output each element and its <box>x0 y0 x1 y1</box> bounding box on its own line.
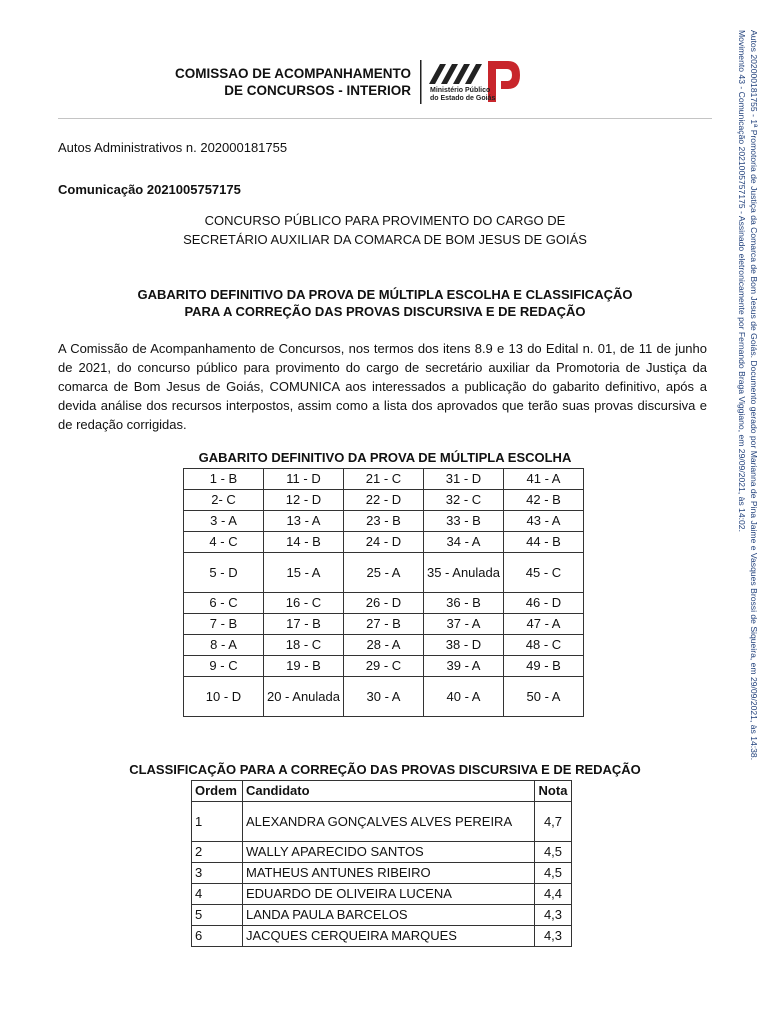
answer-key-cell: 2- C <box>184 490 264 511</box>
answer-key-cell: 24 - D <box>344 532 424 553</box>
answer-key-cell: 27 - B <box>344 614 424 635</box>
classification-candidato: LANDA PAULA BARCELOS <box>243 905 535 926</box>
classification-candidato: WALLY APARECIDO SANTOS <box>243 842 535 863</box>
answer-key-row <box>184 490 584 511</box>
classification-candidato: EDUARDO DE OLIVEIRA LUCENA <box>243 884 535 905</box>
classification-header-row <box>192 781 572 802</box>
answer-key-row <box>184 532 584 553</box>
answer-key-cell: 38 - D <box>424 635 504 656</box>
answer-key-row <box>184 677 584 717</box>
logo-caption-line2: do Estado de Goiás <box>430 94 496 102</box>
classification-nota: 4,3 <box>535 905 572 926</box>
logo-caption <box>430 87 495 102</box>
answer-key-cell: 20 - Anulada <box>264 677 344 717</box>
side-note-line1: Autos 202000181755 - 1ª Promotoria de Justiça da Comarca de Bom Jesus de Goiás. Documento gerado por Marianna de Pina Jaime e Vasques Brossi de Siqueira, em 29/09/2021, às 14:38. <box>749 30 759 761</box>
answer-key-cell: 45 - C <box>504 553 584 593</box>
classification-ordem: 4 <box>192 884 243 905</box>
commission-title <box>100 66 411 99</box>
concurso-heading <box>100 211 670 249</box>
concurso-line2: SECRETÁRIO AUXILIAR DA COMARCA DE BOM JESUS DE GOIÁS <box>183 232 587 247</box>
header-nota: Nota <box>535 781 572 802</box>
classification-nota: 4,5 <box>535 842 572 863</box>
answer-key-row <box>184 614 584 635</box>
answer-key-cell: 11 - D <box>264 469 344 490</box>
answer-key-table <box>183 468 584 717</box>
answer-key-cell: 9 - C <box>184 656 264 677</box>
classification-nota: 4,5 <box>535 863 572 884</box>
answer-key-row <box>184 593 584 614</box>
classification-ordem: 1 <box>192 802 243 842</box>
answer-key-row <box>184 656 584 677</box>
answer-key-cell: 50 - A <box>504 677 584 717</box>
answer-key-cell: 40 - A <box>424 677 504 717</box>
answer-key-cell: 35 - Anulada <box>424 553 504 593</box>
classification-nota: 4,3 <box>535 926 572 947</box>
classification-nota: 4,7 <box>535 802 572 842</box>
classification-ordem: 3 <box>192 863 243 884</box>
classification-ordem: 5 <box>192 905 243 926</box>
comunicacao-number: Comunicação 2021005757175 <box>58 182 241 197</box>
classification-candidato: JACQUES CERQUEIRA MARQUES <box>243 926 535 947</box>
answer-key-cell: 30 - A <box>344 677 424 717</box>
classification-nota: 4,4 <box>535 884 572 905</box>
concurso-line1: CONCURSO PÚBLICO PARA PROVIMENTO DO CARGO DE <box>204 213 566 228</box>
answer-key-cell: 17 - B <box>264 614 344 635</box>
logo-caption-line1: Ministério Público <box>430 87 491 94</box>
answer-key-cell: 1 - B <box>184 469 264 490</box>
side-signature-note <box>736 30 760 760</box>
answer-key-cell: 22 - D <box>344 490 424 511</box>
answer-key-cell: 19 - B <box>264 656 344 677</box>
classification-row <box>192 863 572 884</box>
answer-key-cell: 32 - C <box>424 490 504 511</box>
answer-key-row <box>184 469 584 490</box>
classification-row <box>192 905 572 926</box>
answer-key-cell: 18 - C <box>264 635 344 656</box>
answer-key-cell: 44 - B <box>504 532 584 553</box>
answer-key-cell: 7 - B <box>184 614 264 635</box>
answer-key-cell: 33 - B <box>424 511 504 532</box>
answer-key-row <box>184 635 584 656</box>
autos-number: Autos Administrativos n. 202000181755 <box>58 140 288 155</box>
classification-ordem: 6 <box>192 926 243 947</box>
answer-key-cell: 10 - D <box>184 677 264 717</box>
body-paragraph: A Comissão de Acompanhamento de Concursos, nos termos dos itens 8.9 e 13 do Edital n. 01, de 11 de junho de 2021, do concurso público para provimento do cargo de secretário auxiliar da Promotoria de Justiça da comarca de Bom Jesus de Goiás, COMUNICA aos interessados a publicação do gabarito definitivo, após a devida análise dos recursos interpostos, assim como a lista dos aprovados que terão suas provas discursiva e de redação corrigidas. <box>58 341 707 432</box>
answer-key-cell: 13 - A <box>264 511 344 532</box>
answer-key-cell: 41 - A <box>504 469 584 490</box>
answer-key-cell: 31 - D <box>424 469 504 490</box>
classification-candidato: MATHEUS ANTUNES RIBEIRO <box>243 863 535 884</box>
classification-title: CLASSIFICAÇÃO PARA A CORREÇÃO DAS PROVAS DISCURSIVA E DE REDAÇÃO <box>129 762 641 777</box>
answer-key-cell: 12 - D <box>264 490 344 511</box>
answer-key-cell: 29 - C <box>344 656 424 677</box>
classification-row <box>192 802 572 842</box>
answer-key-cell: 34 - A <box>424 532 504 553</box>
answer-key-cell: 4 - C <box>184 532 264 553</box>
answer-key-cell: 48 - C <box>504 635 584 656</box>
answer-key-cell: 23 - B <box>344 511 424 532</box>
gabarito-heading <box>70 286 700 320</box>
side-note-line2: Movimento 43 - Comunicação 2021005757175 - Assinado eletronicamente por Fernando Braga Viggiano, em 29/09/2021, às 14:02. <box>737 30 747 532</box>
answer-key-cell: 6 - C <box>184 593 264 614</box>
answer-key-cell: 8 - A <box>184 635 264 656</box>
gabarito-heading-line2: PARA A CORREÇÃO DAS PROVAS DISCURSIVA E DE REDAÇÃO <box>184 304 586 319</box>
gabarito-heading-line1: GABARITO DEFINITIVO DA PROVA DE MÚLTIPLA ESCOLHA E CLASSIFICAÇÃO <box>137 287 633 302</box>
answer-key-cell: 39 - A <box>424 656 504 677</box>
answer-key-title: GABARITO DEFINITIVO DA PROVA DE MÚLTIPLA ESCOLHA <box>198 450 572 465</box>
answer-key-row <box>184 553 584 593</box>
answer-key-cell: 43 - A <box>504 511 584 532</box>
answer-key-cell: 16 - C <box>264 593 344 614</box>
answer-key-cell: 14 - B <box>264 532 344 553</box>
commission-title-line2: DE CONCURSOS - INTERIOR <box>224 82 411 98</box>
classification-row <box>192 926 572 947</box>
header-divider <box>58 118 712 119</box>
answer-key-cell: 21 - C <box>344 469 424 490</box>
answer-key-cell: 26 - D <box>344 593 424 614</box>
header-candidato: Candidato <box>243 781 535 802</box>
answer-key-row <box>184 511 584 532</box>
answer-key-cell: 42 - B <box>504 490 584 511</box>
header-ordem: Ordem <box>192 781 243 802</box>
commission-title-line1: COMISSAO DE ACOMPANHAMENTO <box>174 66 411 81</box>
answer-key-cell: 46 - D <box>504 593 584 614</box>
classification-table <box>191 780 572 947</box>
classification-row <box>192 842 572 863</box>
classification-row <box>192 884 572 905</box>
answer-key-cell: 28 - A <box>344 635 424 656</box>
answer-key-cell: 3 - A <box>184 511 264 532</box>
answer-key-cell: 37 - A <box>424 614 504 635</box>
answer-key-cell: 49 - B <box>504 656 584 677</box>
answer-key-cell: 36 - B <box>424 593 504 614</box>
classification-candidato: ALEXANDRA GONÇALVES ALVES PEREIRA <box>243 802 535 842</box>
answer-key-cell: 47 - A <box>504 614 584 635</box>
answer-key-cell: 25 - A <box>344 553 424 593</box>
answer-key-cell: 15 - A <box>264 553 344 593</box>
classification-ordem: 2 <box>192 842 243 863</box>
answer-key-cell: 5 - D <box>184 553 264 593</box>
